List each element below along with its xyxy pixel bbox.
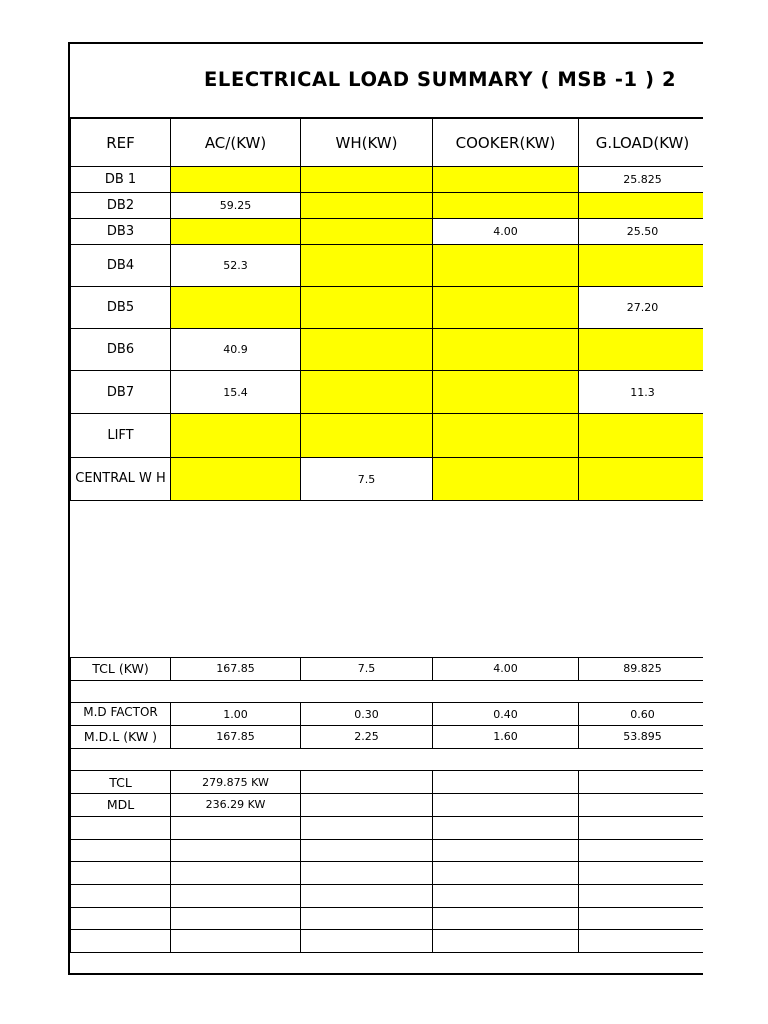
total-value: 236.29 KW [171,794,301,817]
table-row [71,245,704,287]
cell-cooker [433,167,579,193]
empty-row [71,816,704,839]
cell-gload [579,414,704,458]
cell-ref: CENTRAL W H [71,458,171,501]
total-row [71,794,704,817]
cell-ac [171,287,301,329]
cell-wh [301,219,433,245]
cell-ac: 52.3 [171,245,301,287]
cell-gload: 11.3 [579,371,704,414]
tcl-row [71,658,704,681]
cell-wh [301,193,433,219]
md-factor-row [71,703,704,726]
mdl-cooker: 1.60 [433,726,579,749]
cell-wh: 7.5 [301,458,433,501]
md-wh: 0.30 [301,703,433,726]
cell-cooker [433,287,579,329]
cell-ref: DB6 [71,329,171,371]
spacer-row [71,748,704,771]
md-ac: 1.00 [171,703,301,726]
table-row [71,219,704,245]
header-gload: G.LOAD(KW) [579,119,704,167]
cell-ref: DB7 [71,371,171,414]
cell-wh [301,329,433,371]
empty-row [71,907,704,930]
cell-wh [301,245,433,287]
table-row [71,458,704,501]
header-wh: WH(KW) [301,119,433,167]
mdl-ac: 167.85 [171,726,301,749]
cell-cooker [433,329,579,371]
table-row [71,193,704,219]
cell-gload [579,245,704,287]
table-row [71,414,704,458]
total-label: TCL [71,771,171,794]
empty-row [71,884,704,907]
load-summary-sheet [68,42,703,975]
cell-gload: 25.825 [579,167,704,193]
cell-wh [301,371,433,414]
cell-cooker [433,414,579,458]
table-row [71,287,704,329]
cell-gload: 27.20 [579,287,704,329]
mdl-row-label: M.D.L (KW ) [71,726,171,749]
tcl-row-label: TCL (KW) [71,658,171,681]
md-gload: 0.60 [579,703,704,726]
empty-row [71,839,704,862]
cell-ac [171,458,301,501]
header-row [71,119,704,167]
header-ac: AC/(KW) [171,119,301,167]
md-factor-label: M.D FACTOR [71,703,171,726]
cell-cooker [433,193,579,219]
table-row [71,371,704,414]
cell-ref: DB4 [71,245,171,287]
cell-ref: DB5 [71,287,171,329]
empty-row [71,930,704,953]
cell-gload: 25.50 [579,219,704,245]
cell-wh [301,287,433,329]
title-row [70,44,703,118]
table-row [71,329,704,371]
tcl-gload: 89.825 [579,658,704,681]
cell-ref: LIFT [71,414,171,458]
cell-ac [171,414,301,458]
cell-wh [301,414,433,458]
cell-ac [171,219,301,245]
table-row [71,167,704,193]
cell-gload [579,329,704,371]
cell-ref: DB2 [71,193,171,219]
cell-ref: DB3 [71,219,171,245]
total-value: 279.875 KW [171,771,301,794]
cell-cooker [433,458,579,501]
cell-ac [171,167,301,193]
load-table [70,118,703,501]
tcl-cooker: 4.00 [433,658,579,681]
mdl-row [71,726,704,749]
cell-wh [301,167,433,193]
cell-gload [579,458,704,501]
cell-ref: DB 1 [71,167,171,193]
header-cooker: COOKER(KW) [433,119,579,167]
cell-cooker [433,371,579,414]
cell-ac: 15.4 [171,371,301,414]
total-row [71,771,704,794]
md-cooker: 0.40 [433,703,579,726]
cell-cooker [433,245,579,287]
mdl-gload: 53.895 [579,726,704,749]
cell-gload [579,193,704,219]
sheet-title: ELECTRICAL LOAD SUMMARY ( MSB -1 ) 2 [204,68,677,91]
cell-ac: 40.9 [171,329,301,371]
spacer-row [71,680,704,703]
empty-row [71,862,704,885]
header-ref: REF [71,119,171,167]
tcl-ac: 167.85 [171,658,301,681]
mdl-wh: 2.25 [301,726,433,749]
cell-ac: 59.25 [171,193,301,219]
summary-table [70,657,703,953]
cell-cooker: 4.00 [433,219,579,245]
total-label: MDL [71,794,171,817]
tcl-wh: 7.5 [301,658,433,681]
